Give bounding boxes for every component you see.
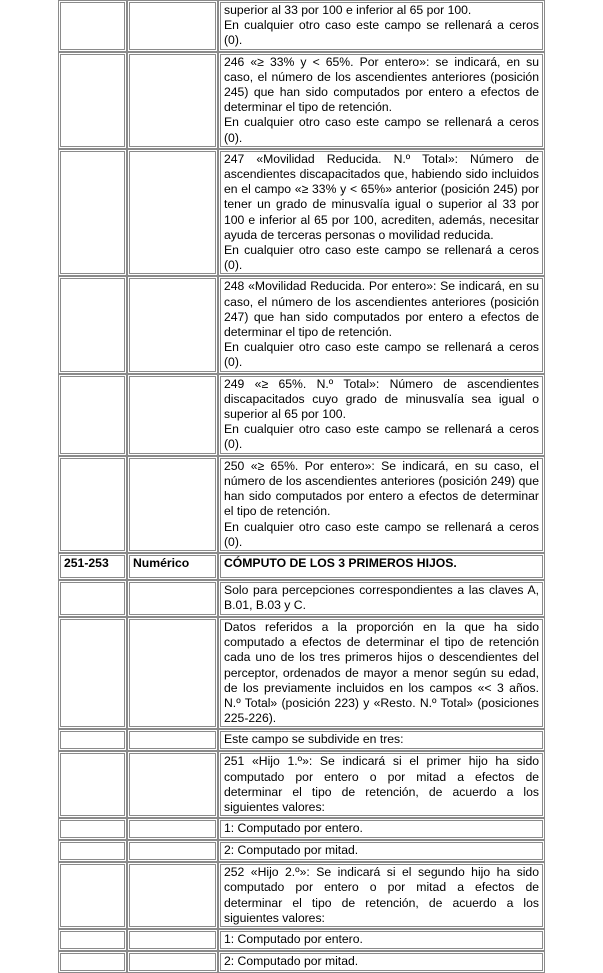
table-row [58, 951, 545, 973]
type-cell [127, 840, 218, 862]
description-paragraph: En cualquier otro caso este campo se rellenará a ceros (0). [224, 18, 539, 48]
description-cell [218, 149, 545, 277]
description-paragraph: 1: Computado por entero. [224, 931, 363, 946]
type-cell: Numérico [127, 553, 218, 580]
position-cell [58, 0, 127, 52]
description-paragraph: Solo para percepciones correspondientes a las claves A, B.01, B.03 y C. [224, 582, 539, 613]
table-row [58, 751, 545, 818]
description-paragraph: 248 «Movilidad Reducida. Por entero»: Se indicará, en su caso, el número de los ascendientes anteriores (posición 247) que han sido computados por entero a efectos de determinar el tipo de retención. [224, 279, 539, 340]
position-cell [58, 456, 127, 553]
position-cell [58, 818, 127, 840]
description-paragraph: 2: Computado por mitad. [224, 843, 359, 858]
description-paragraph: Este campo se subdivide en tres: [224, 732, 404, 747]
type-cell [127, 374, 218, 456]
type-cell [127, 52, 218, 149]
description-paragraph: 1: Computado por entero. [224, 821, 363, 836]
table-row [58, 729, 545, 751]
type-cell [127, 0, 218, 52]
type-cell [127, 951, 218, 973]
type-cell [127, 729, 218, 751]
type-cell [127, 149, 218, 277]
description-paragraph: 252 «Hijo 2.º»: Se indicará si el segundo hijo ha sido computado por entero o por mitad a efectos de determinar el tipo de retención, de acuerdo a los siguientes valores: [224, 865, 539, 925]
type-cell [127, 580, 218, 617]
position-cell [58, 374, 127, 456]
table-row [58, 52, 545, 149]
description-cell [218, 0, 545, 52]
description-cell [218, 818, 545, 840]
position-cell [58, 840, 127, 862]
description-paragraph: En cualquier otro caso este campo se rellenará a ceros (0). [224, 519, 539, 549]
table-row [58, 617, 545, 729]
position-cell [58, 617, 127, 729]
description-cell [218, 52, 545, 149]
description-paragraph: 246 «≥ 33% y < 65%. Por entero»: se indicará, en su caso, el número de los ascendientes anteriores (posición 245) que han sido computados por entero a efectos de determinar el tipo de retención. [224, 54, 539, 115]
type-cell [127, 751, 218, 818]
description-cell [218, 580, 545, 617]
table-row [58, 0, 545, 52]
position-cell: 251-253 [58, 553, 127, 580]
table-row [58, 862, 545, 929]
table-row [58, 929, 545, 951]
table-row [58, 374, 545, 456]
position-cell [58, 951, 127, 973]
description-paragraph: 2: Computado por mitad. [224, 953, 359, 968]
type-cell [127, 276, 218, 373]
description-paragraph: 250 «≥ 65%. Por entero»: Se indicará, en su caso, el número de los ascendientes anteriores (posición 249) que han sido computados por entero a efectos de determinar el tipo de retención. [224, 458, 539, 519]
description-cell [218, 276, 545, 373]
description-cell [218, 553, 545, 580]
position-cell [58, 862, 127, 929]
description-cell [218, 840, 545, 862]
description-paragraph: En cualquier otro caso este campo se rellenará a ceros (0). [224, 243, 539, 273]
description-cell [218, 929, 545, 951]
description-paragraph: En cualquier otro caso este campo se rellenará a ceros (0). [224, 340, 539, 370]
description-cell [218, 374, 545, 456]
position-cell [58, 929, 127, 951]
description-cell [218, 862, 545, 929]
description-cell [218, 751, 545, 818]
description-paragraph: 251 «Hijo 1.º»: Se indicará si el primer hijo ha sido computado por entero o por mitad a efectos de determinar el tipo de retención, de acuerdo a los siguientes valores: [224, 754, 539, 814]
table-body [58, 0, 545, 973]
description-paragraph: superior al 33 por 100 e inferior al 65 por 100. [224, 3, 472, 17]
type-cell [127, 862, 218, 929]
position-cell [58, 751, 127, 818]
table-row [58, 818, 545, 840]
description-cell [218, 617, 545, 729]
table-row [58, 840, 545, 862]
table-row [58, 456, 545, 553]
position-cell [58, 580, 127, 617]
position-cell [58, 149, 127, 277]
description-paragraph: En cualquier otro caso este campo se rellenará a ceros (0). [224, 422, 539, 452]
description-cell [218, 456, 545, 553]
table-row [58, 580, 545, 617]
description-paragraph: Datos referidos a la proporción en la que ha sido computado a efectos de determinar el tipo de retención cada uno de los tres primeros hijos o descendientes del perceptor, ordenados de mayor a menor según su edad, de los previamente incluidos en los campos «< 3 años. N.º Total» (posición 223) y «Resto. N.º Total» (posiciones 225-226). [224, 619, 539, 726]
position-cell [58, 276, 127, 373]
section-title: CÓMPUTO DE LOS 3 PRIMEROS HIJOS. [224, 555, 457, 570]
description-cell [218, 951, 545, 973]
type-cell [127, 617, 218, 729]
table-row [58, 276, 545, 373]
table-row-header [58, 553, 545, 580]
position-cell [58, 52, 127, 149]
field-spec-table [58, 0, 545, 973]
table-row [58, 149, 545, 277]
description-paragraph: 249 «≥ 65%. N.º Total»: Número de ascendientes discapacitados cuyo grado de minusvalía sea igual o superior al 65 por 100. [224, 376, 539, 422]
type-cell [127, 456, 218, 553]
description-paragraph: 247 «Movilidad Reducida. N.º Total»: Número de ascendientes discapacitados que, habiendo sido incluidos en el campo «≥ 33% y < 65%» anterior (posición 245) por tener un grado de minusvalía igual o superior al 33 por 100 e inferior al 65 por 100, acrediten, además, necesitar ayuda de terceras personas o movilidad reducida. [224, 151, 539, 242]
description-paragraph: En cualquier otro caso este campo se rellenará a ceros (0). [224, 115, 539, 145]
type-cell [127, 818, 218, 840]
description-cell [218, 729, 545, 751]
position-cell [58, 729, 127, 751]
document-page [58, 0, 545, 973]
type-cell [127, 929, 218, 951]
